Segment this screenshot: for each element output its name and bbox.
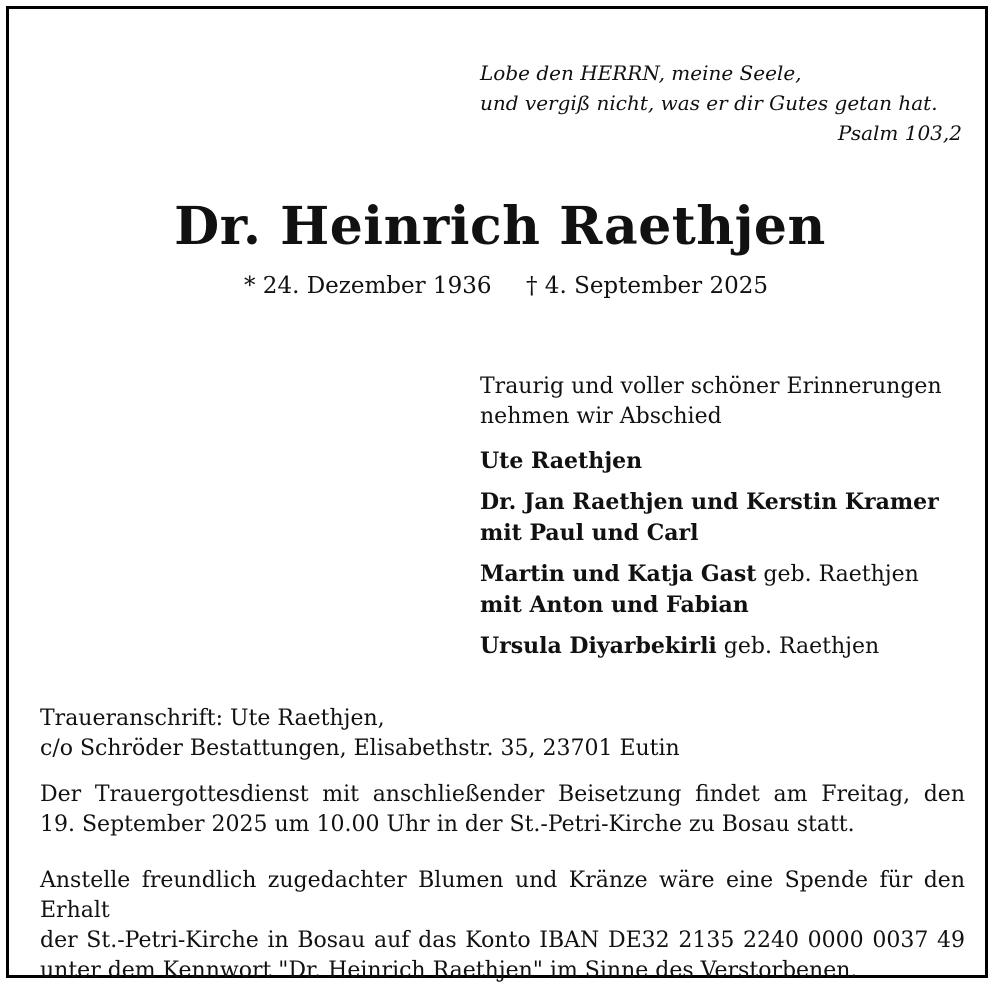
maiden-name: geb. Raethjen [756,562,919,587]
verse-reference: Psalm 103,2 [837,121,962,145]
donation-info [40,866,965,986]
intro-line-2: nehmen wir Abschied [480,404,722,429]
donation-line-3: unter dem Kennwort "Dr. Heinrich Raethjen" im Sinne des Verstorbenen. [40,958,858,983]
intro-line-1: Traurig und voller schöner Erinnerungen [480,374,942,399]
family-entry [480,631,980,662]
address-line-1: Traueranschrift: Ute Raethjen, [40,706,385,731]
family-entry [480,559,980,621]
donation-line-1: Anstelle freundlich zugedachter Blumen und Kränze wäre eine Spende für den Erhalt [40,868,965,923]
family-name: Ute Raethjen [480,448,643,474]
service-info [40,780,965,840]
address-line-2: c/o Schröder Bestattungen, Elisabethstr. 35, 23701 Eutin [40,736,680,761]
family-name: Ursula Diyarbekirli [480,633,717,659]
family-entry [480,487,980,549]
death-date: † 4. September 2025 [526,273,768,299]
donation-line-2: der St.-Petri-Kirche in Bosau auf das Konto IBAN DE32 2135 2240 0000 0037 49 [40,928,965,953]
bible-verse [480,58,962,148]
family-name: Dr. Jan Raethjen und Kerstin Kramer [480,489,939,515]
birth-date: * 24. Dezember 1936 [244,273,492,299]
verse-line-1: Lobe den HERRN, meine Seele, [480,61,802,85]
mourners-intro [480,372,980,432]
maiden-name: geb. Raethjen [716,634,880,659]
family-name: Martin und Katja Gast [480,561,757,587]
family-children: mit Paul und Carl [480,520,699,546]
service-line-1: Der Trauergottesdienst mit anschließender Beisetzung findet am Freitag, den [40,782,965,807]
verse-line-2: und vergiß nicht, was er dir Gutes getan hat. [480,91,938,115]
service-line-2: 19. September 2025 um 10.00 Uhr in der St.-Petri-Kirche zu Bosau statt. [40,812,855,837]
mourning-address [40,704,965,764]
family-children: mit Anton und Fabian [480,592,749,618]
mourners-section [480,372,980,672]
deceased-name: Dr. Heinrich Raethjen [174,196,826,257]
family-entry [480,446,980,477]
